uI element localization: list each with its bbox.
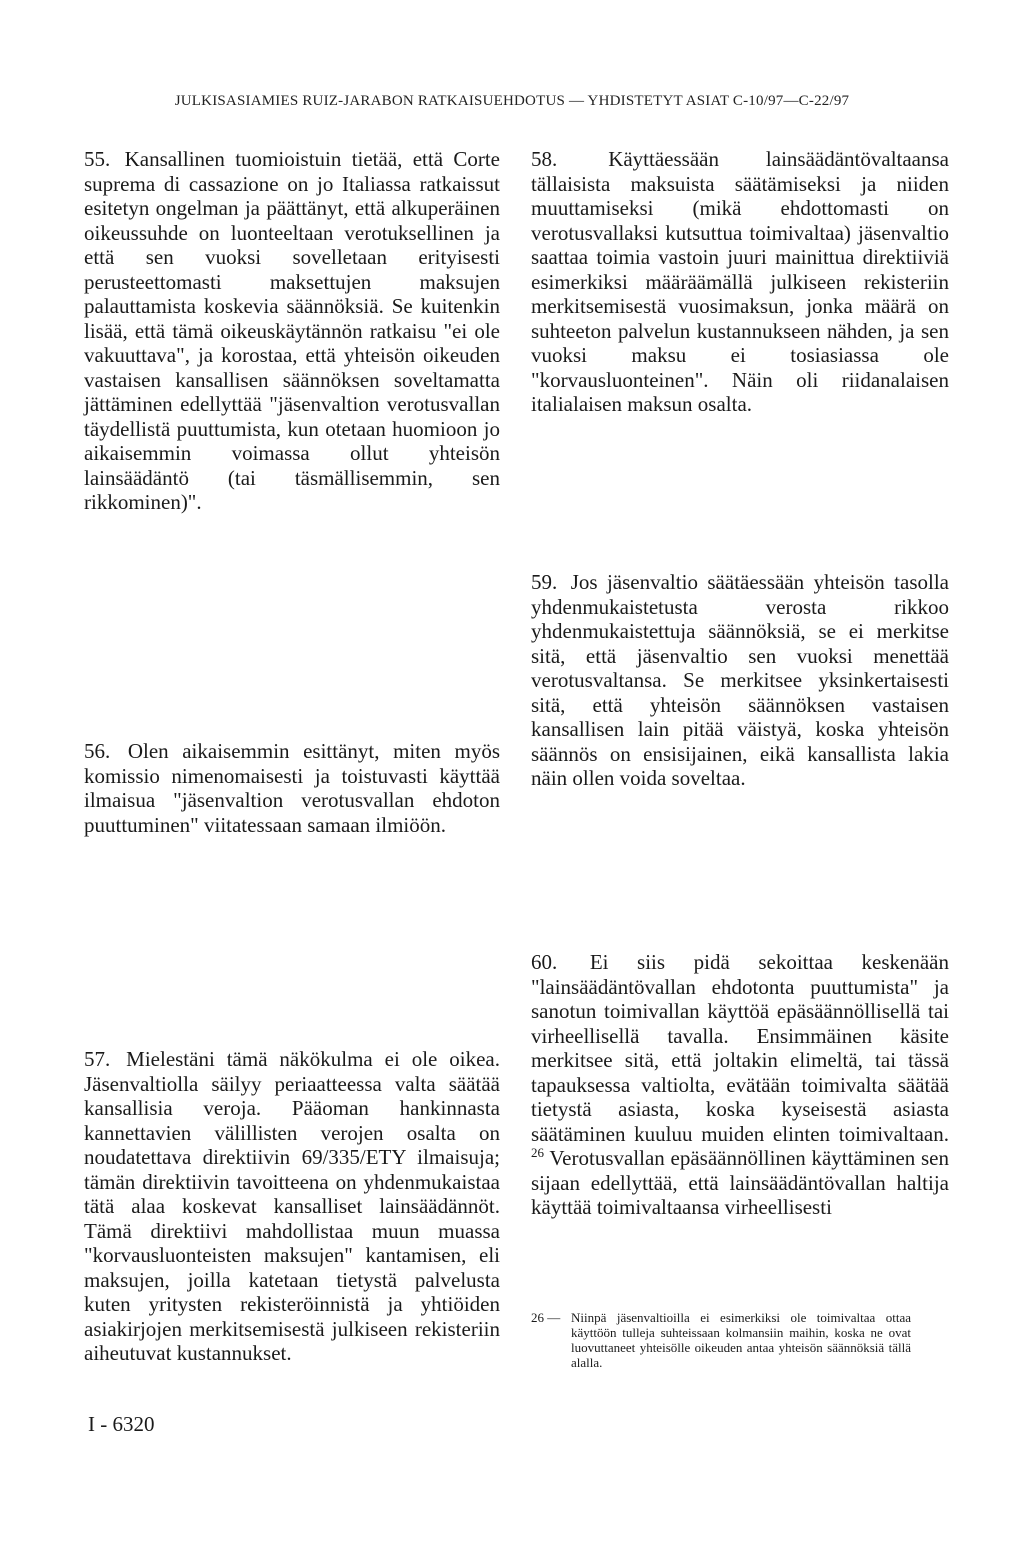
- paragraph-number: 60.: [531, 950, 558, 974]
- paragraph-text: Ei siis pidä sekoittaa keskenään "lainsäädäntövallan ehdotonta puuttumista" ja sanotun toimivallan käyttöä epäsäännöllisellä tai virheellisellä tavalla. Ensimmäinen käsite merkitsee sitä, että joltakin elimeltä, tai tässä tapauksessa valtiolta, evätään toimivalta säätää tietystä asiasta, koska kyseisestä asiasta säätäminen kuuluu muiden elinten toimivaltaan.: [531, 950, 949, 1146]
- paragraph-text-continued: Verotusvallan epäsäännöllinen käyttäminen sen sijaan edellyttää, että lainsäädäntövallan haltija käyttää toimivaltaansa virheellisesti: [531, 1146, 949, 1219]
- paragraph-text: Jos jäsenvaltio säätäessään yhteisön tasolla yhdenmukaistetusta verosta rikkoo yhdenmukaistettuja säännöksiä, se ei merkitse sitä, että jäsenvaltio sen vuoksi menettää verotusvaltansa. Se merkitsee yksinkertaisesti sitä, että yhteisön säännöksen vastaisen kansallisen lain pitää väistyä, koska yhteisön säännös on ensisijainen, eikä kansallista lakia näin ollen voida soveltaa.: [531, 570, 949, 790]
- paragraph-60: [531, 950, 949, 1220]
- paragraph-text: Kansallinen tuomioistuin tietää, että Corte suprema di cassazione on jo Italiassa ratkaissut esitetyn ongelman ja päättänyt, että alkuperäinen oikeussuhde on luonteeltaan verotuksellinen ja että sen vuoksi sovelletaan erityisesti perusteettomasti maksettujen maksujen palauttamista koskevia säännöksiä. Se kuitenkin lisää, että tämä oikeuskäytännön ratkaisu "ei ole vakuuttava", ja korostaa, että yhteisön oikeuden vastaisen kansallisen säännöksen soveltamatta jättäminen edellyttää "jäsenvaltion verotusvallan täydellistä puuttumista, kun otetaan huomioon jo aikaisemmin voimassa ollut yhteisön lainsäädäntö (tai täsmällisemmin, sen rikkominen)".: [84, 147, 501, 514]
- paragraph-58: [531, 147, 949, 417]
- paragraph-number: 59.: [531, 570, 558, 594]
- paragraph-number: 55.: [84, 147, 111, 171]
- paragraph-text: Käyttäessään lainsäädäntövaltaansa tällaisista maksuista säätämiseksi ja niiden muuttamiseksi (mikä ehdottomasti on verotusvallaksi kutsuttua toimivaltaa) jäsenvaltio saattaa toimia vastoin juuri mainittua direktiiviä esimerkiksi määräämällä julkiseen rekisteriin merkitsemisestä vuosimaksun, jonka määrä on suhteeton palvelun kustannukseen nähden, ja sen vuoksi maksu ei tosiasiassa ole "korvausluonteinen". Näin oli riidanalaisen italialaisen maksun osalta.: [531, 147, 949, 416]
- paragraph-number: 58.: [531, 147, 558, 171]
- paragraph-59: [531, 570, 949, 791]
- footnote-number: 26 —: [531, 1310, 561, 1325]
- paragraph-number: 57.: [84, 1047, 111, 1071]
- paragraph-text: Mielestäni tämä näkökulma ei ole oikea. Jäsenvaltiolla säilyy periaatteessa valta säätää kansallisia veroja. Pääoman hankinnasta kannettavien välillisten verojen osalta on noudatettava direktiivin 69/335/ETY ilmaisuja; tämän direktiivin tavoitteena on yhdenmukaistaa tätä alaa koskevat kansalliset lainsäädännöt. Tämä direktiivi mahdollistaa muun muassa "korvausluonteisten maksujen" kantamisen, eli maksujen, joilla katetaan tietystä palvelusta kuten yritysten rekisteröinnistä ja yhtiöiden asiakirjojen merkitsemisestä julkiseen rekisteriin aiheutuvat kustannukset.: [84, 1047, 500, 1365]
- footnote-26: [531, 1310, 949, 1370]
- footnote-text: Niinpä jäsenvaltioilla ei esimerkiksi ole toimivaltaa ottaa käyttöön tulleja suhteissaan kolmansiin maihin, koska ne ovat luovuttaneet yhteisölle oikeuden antaa yhteisön säännöksiä tällä alalla.: [571, 1310, 911, 1370]
- paragraph-number: 56.: [84, 739, 111, 763]
- paragraph-57: [84, 1047, 500, 1366]
- running-header: JULKISASIAMIES RUIZ-JARABON RATKAISUEHDOTUS — YHDISTETYT ASIAT C-10/97—C-22/97: [174, 93, 850, 109]
- paragraph-text: Olen aikaisemmin esittänyt, miten myös komissio nimenomaisesti ja toistuvasti käyttää ilmaisua "jäsenvaltion verotusvallan ehdoton puuttuminen" viitatessaan samaan ilmiöön.: [84, 739, 500, 837]
- footnote-reference[interactable]: 26: [531, 1145, 544, 1160]
- page-number: I - 6320: [88, 1412, 155, 1436]
- paragraph-55: [84, 147, 500, 515]
- paragraph-56: [84, 739, 500, 837]
